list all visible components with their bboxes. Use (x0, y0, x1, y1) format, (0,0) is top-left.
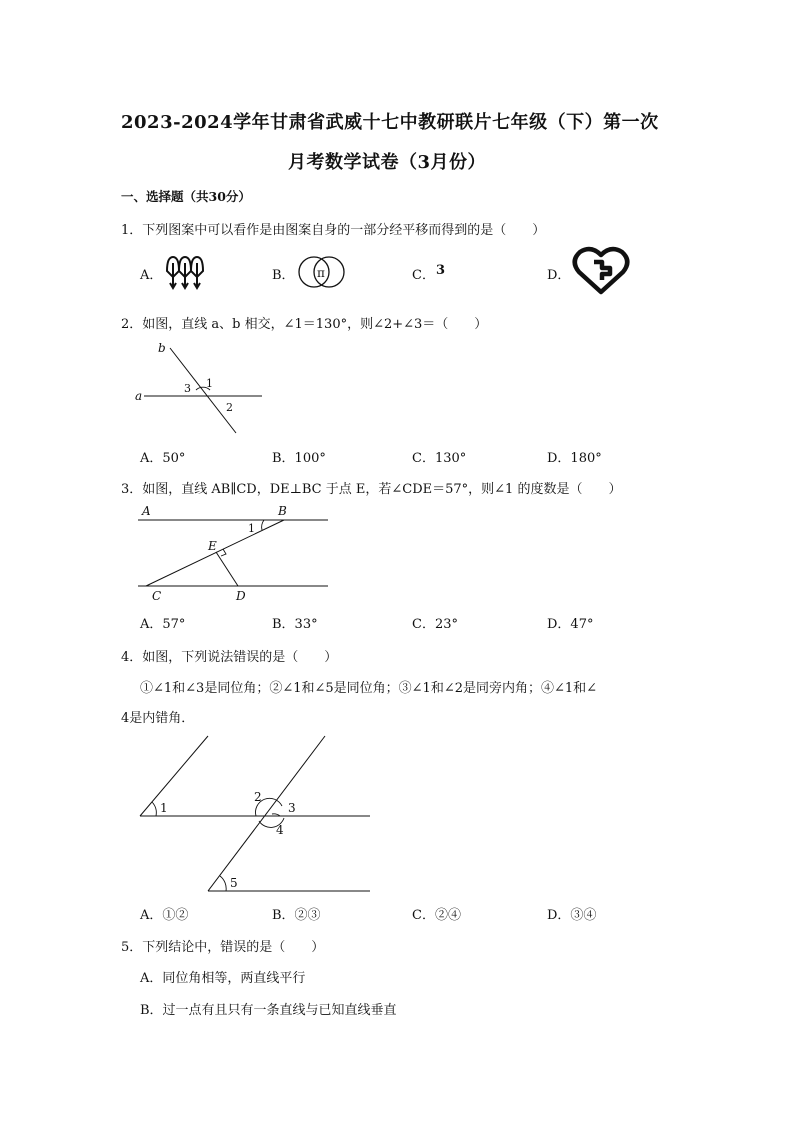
q2-label-angle-3: 3 (184, 382, 191, 395)
question-5-stem: 5．下列结论中，错误的是（ ） (121, 940, 325, 955)
q1-option-a-pattern-icon (163, 253, 205, 291)
q4-option-a: A．①② (140, 908, 189, 923)
q1-option-c-value: 3 (436, 263, 446, 278)
q2-label-angle-2: 2 (226, 401, 233, 414)
q2-label-angle-1: 1 (206, 377, 213, 390)
q4-figure-transversals (132, 730, 377, 898)
q3-option-a: A．57° (140, 617, 186, 632)
q3-option-c: C．23° (412, 617, 458, 632)
q3-figure-parallel-lines (132, 500, 332, 604)
q3-option-b: B．33° (272, 617, 318, 632)
q3-option-d: D．47° (547, 617, 594, 632)
q2-figure-intersecting-lines (132, 338, 272, 438)
question-4-stem: 4．如图，下列说法错误的是（ ） (121, 650, 338, 665)
q1-option-b-pi-symbol: π (317, 266, 325, 280)
page-title-line2: 月考数学试卷（3月份） (288, 152, 487, 173)
page-title-line1: 2023-2024学年甘肃省武威十七中教研联片七年级（下）第一次 (121, 112, 659, 133)
q2-option-b: B．100° (272, 451, 326, 466)
q1-option-b-label: B． (272, 268, 295, 283)
q3-label-b: B (278, 504, 287, 518)
q4-option-b: B．②③ (272, 908, 321, 923)
q2-label-a: a (135, 389, 143, 403)
q2-option-c: C．130° (412, 451, 467, 466)
q4-label-angle-4: 4 (276, 823, 284, 837)
q4-option-c: C．②④ (412, 908, 461, 923)
question-4-statements-line2: 4是内错角． (121, 711, 195, 726)
q4-label-angle-3: 3 (288, 801, 296, 815)
q1-option-b-circles-icon (296, 254, 348, 290)
q2-label-b: b (158, 341, 166, 355)
q5-option-a: A．同位角相等，两直线平行 (140, 971, 306, 986)
q2-option-d: D．180° (547, 451, 602, 466)
q5-option-b: B．过一点有且只有一条直线与已知直线垂直 (140, 1003, 397, 1018)
q3-label-angle-1: 1 (248, 522, 255, 535)
q4-label-angle-1: 1 (160, 801, 168, 815)
q3-label-e: E (208, 539, 217, 553)
q1-option-d-label: D． (547, 268, 571, 283)
q4-option-d: D．③④ (547, 908, 597, 923)
q1-option-d-heart-icon (572, 246, 630, 296)
q4-label-angle-5: 5 (230, 876, 238, 890)
question-3-stem: 3．如图，直线 AB∥CD，DE⊥BC 于点 E，若∠CDE＝57°，则∠1 的度数是（ ） (121, 482, 622, 497)
q3-label-c: C (152, 589, 162, 603)
question-4-statements-line1: ①∠1和∠3是同位角；②∠1和∠5是同位角；③∠1和∠2是同旁内角；④∠1和∠ (140, 681, 598, 696)
q2-option-a: A．50° (140, 451, 186, 466)
q4-label-angle-2: 2 (254, 790, 262, 804)
question-1-stem: 1．下列图案中可以看作是由图案自身的一部分经平移而得到的是（ ） (121, 223, 546, 238)
q1-option-c-label: C． (412, 268, 435, 283)
question-2-stem: 2．如图，直线 a、b 相交，∠1＝130°，则∠2+∠3＝（ ） (121, 317, 488, 332)
q1-option-a-label: A． (140, 268, 163, 283)
section-header-choice: 一、选择题（共30分） (121, 189, 251, 204)
q3-label-d: D (236, 589, 246, 603)
q3-label-a: A (142, 504, 151, 518)
